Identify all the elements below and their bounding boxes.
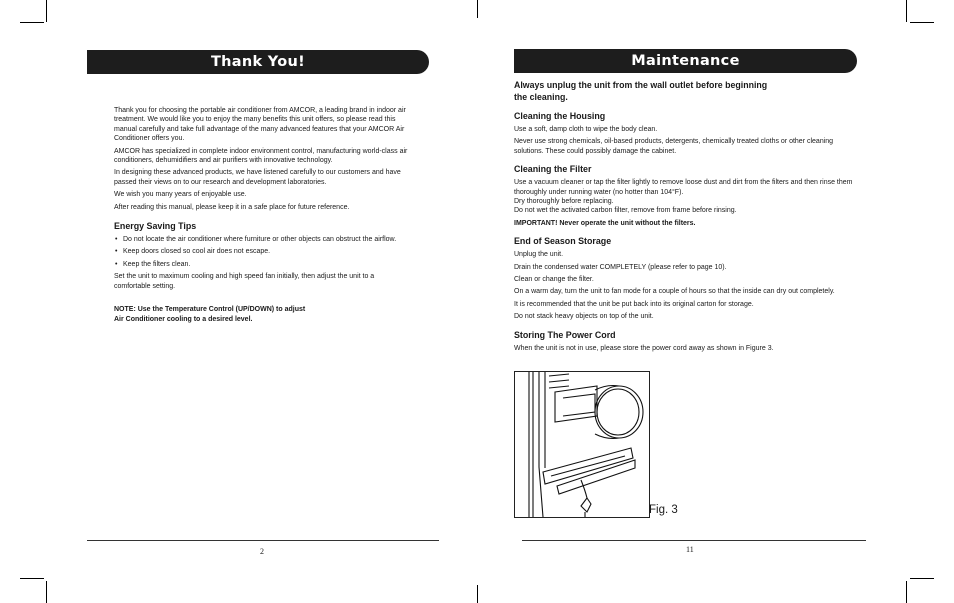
- page-title: Maintenance: [514, 49, 857, 73]
- page-number: 11: [686, 545, 694, 554]
- crop-mark: [910, 578, 934, 579]
- cord-heading: Storing The Power Cord: [514, 329, 616, 340]
- housing-heading: Cleaning the Housing: [514, 111, 606, 121]
- housing-paragraph: Never use strong chemicals, oil-based products, detergents, chemically treated cloths or other cleaning solutions. These could possibly damage the cabinet.: [514, 138, 834, 155]
- crop-mark: [20, 22, 44, 23]
- storage-paragraph: Drain the condensed water COMPLETELY (please refer to page 10).: [514, 263, 727, 271]
- page-title: Thank You!: [87, 50, 429, 74]
- storage-paragraph: It is recommended that the unit be put back into its original carton for storage.: [514, 300, 754, 308]
- crop-mark: [906, 0, 907, 22]
- housing-paragraph: Use a soft, damp cloth to wipe the body clean.: [514, 126, 658, 133]
- tips-after-text: Set the unit to maximum cooling and high speed fan initially, then adjust the unit to a comfortable setting.: [114, 273, 375, 290]
- crop-mark: [20, 578, 44, 579]
- crop-mark: [906, 581, 907, 603]
- intro-paragraph: In designing these advanced products, we have listened carefully to our customers and have passed their views on to our research and development laboratories.: [114, 169, 401, 186]
- intro-paragraph: Thank you for choosing the portable air conditioner from AMCOR, a leading brand in indoor air treatment. We would like you to enjoy the many benefits this unit offers, so please read this manual carefully and take full advantage of the many advanced features that your AMCOR Air Conditioner offers you.: [114, 107, 406, 143]
- warning-line: the cleaning.: [514, 91, 568, 102]
- left-page: [87, 0, 439, 603]
- crop-mark: [477, 0, 478, 18]
- crop-mark: [46, 581, 47, 603]
- crop-mark: [477, 585, 478, 603]
- power-cord-figure: [514, 371, 650, 518]
- warning-text: [514, 80, 854, 103]
- storage-paragraph: On a warm day, turn the unit to fan mode for a couple of hours so that the inside can dry out completely.: [514, 288, 835, 296]
- figure-caption: Fig. 3: [649, 504, 678, 516]
- right-page: [514, 0, 866, 603]
- list-item: • Keep the filters clean.: [114, 260, 409, 269]
- note-line: NOTE: Use the Temperature Control (UP/DOWN) to adjust: [114, 306, 306, 314]
- intro-paragraph: After reading this manual, please keep it in a safe place for future reference.: [114, 203, 350, 211]
- footer-rule: [522, 540, 866, 541]
- storage-paragraph: Clean or change the filter.: [514, 276, 594, 284]
- filter-paragraph: Use a vacuum cleaner or tap the filter lightly to remove loose dust and dirt from the filters and then rinse them thoroughly under running water (no hotter than 104°F).: [514, 179, 853, 196]
- footer-rule: [87, 540, 439, 541]
- page-number: 2: [260, 547, 264, 556]
- note-line: Air Conditioner cooling to a desired level.: [114, 315, 253, 323]
- filter-heading: Cleaning the Filter: [514, 164, 592, 175]
- cord-paragraph: When the unit is not in use, please store the power cord away as shown in Figure 3.: [514, 344, 774, 352]
- crop-mark: [46, 0, 47, 22]
- storage-paragraph: Do not stack heavy objects on top of the unit.: [514, 313, 654, 321]
- note-text: [114, 305, 409, 324]
- intro-paragraph: We wish you many years of enjoyable use.: [114, 191, 247, 199]
- storage-heading: End of Season Storage: [514, 236, 612, 247]
- storage-paragraph: Unplug the unit.: [514, 251, 564, 259]
- filter-paragraph: Dry thoroughly before replacing.: [514, 198, 614, 206]
- intro-section: [114, 106, 409, 324]
- list-item: • Keep doors closed so cool air does not escape.: [114, 247, 409, 256]
- intro-paragraph: AMCOR has specialized in complete indoor environment control, manufacturing world-class air conditioners, dehumidifiers and air purifiers with innovative technology.: [114, 147, 408, 165]
- tips-list: [114, 235, 409, 269]
- filter-paragraph: Do not wet the activated carbon filter, remove from frame before rinsing.: [514, 207, 737, 215]
- filter-important: IMPORTANT! Never operate the unit without the filters.: [514, 219, 696, 227]
- power-cord-illustration: [515, 372, 649, 517]
- warning-line: Always unplug the unit from the wall outlet before beginning: [514, 80, 768, 90]
- crop-mark: [910, 22, 934, 23]
- energy-heading: Energy Saving Tips: [114, 221, 197, 232]
- list-item: • Do not locate the air conditioner where furniture or other objects can obstruct the airflow.: [114, 235, 409, 244]
- maintenance-section: [514, 80, 854, 356]
